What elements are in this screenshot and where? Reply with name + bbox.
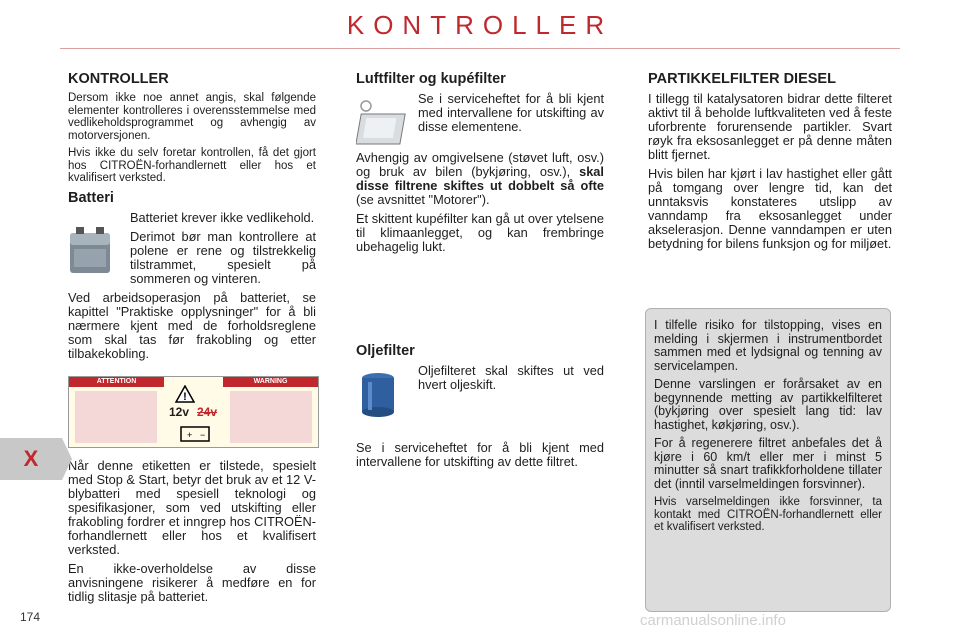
section-title-partikkelfilter: PARTIKKELFILTER DIESEL [648,71,836,87]
svg-text:−: − [200,430,206,440]
section-title-oljefilter: Oljefilter [356,343,415,359]
batteri-text-2: Derimot bør man kontrollere at polene er rene og tilstrekkelig tilstrammet, spesielt på sommeren og vinteren. [130,228,316,286]
column-filters [356,72,604,259]
intro-text-1: Dersom ikke noe annet angis, skal følgende elementer kontrolleres i overensstemmelse med vedlikeholdsprogrammet og avhengig av motorversjonen. [68,92,316,142]
watermark: carmanualsonline.info [640,612,786,629]
batteri-text-5: En ikke-overholdelse av disse anvisningene risikerer å medføre en for tidlig slitasje på batteriet. [68,561,316,604]
section-title-luftfilter: Luftfilter og kupéfilter [356,71,506,87]
battery-polarity-icon [173,423,217,443]
svg-text:+: + [187,430,193,440]
attention-banner: ATTENTION [69,377,164,387]
info-box [645,308,891,612]
section-title-kontroller: KONTROLLER [68,71,169,87]
luftfilter-text-2 [356,151,604,207]
column-kontroller [68,72,316,366]
air-filter-image [356,92,412,151]
page-number: 174 [20,610,41,624]
info-box-text-2: Denne varslingen er forårsaket av en begynnende metting av partikkelfilteret (bykjøring over spesielt lang tid: lav hastighet, køkjøring, osv.). [654,377,882,432]
warning-triangle-icon [175,385,195,403]
partikkelfilter-text-1: I tillegg til katalysatoren bidrar dette filteret aktivt til å beholde luftkvaliteten ved å feste uforbrente forurensende partikler. Svart røyk fra eksosanlegget er på denne måten blitt fjernet. [648,91,892,162]
oljefilter-text-2: Se i serviceheftet for å bli kjent med intervallene for utskifting av dette filtret. [356,440,604,469]
oil-filter-image [356,364,412,423]
batteri-text-3: Ved arbeidsoperasjon på batteriet, se kapittel "Praktiske opplysninger" for å bli nærmere kjent med de forholdsreglene som skal tas før frakobling og etter tilbakekobling. [68,289,316,361]
luftfilter-text-3: Et skittent kupéfilter kan gå ut over ytelsene til klimaanlegget, og kan frembringe ubehagelig lukt. [356,211,604,254]
battery-image [68,211,124,291]
oljefilter-text-1: Oljefilteret skal skiftes ut ved hvert oljeskift. [418,363,604,392]
batteri-text-1: Batteriet krever ikke vedlikehold. [130,209,315,225]
warning-banner: WARNING [223,377,318,387]
battery-warning-label [68,376,319,448]
info-box-text-1: I tilfelle risiko for tilstopping, vises en melding i skjermen i instrumentbordet sammen med et lydsignal og tenning av servicelampen. [654,318,882,373]
column-kontroller-bottom [68,459,316,609]
luftfilter-text-2c: (se avsnittet "Motorer"). [356,192,490,207]
label-text-fr [75,391,157,443]
luftfilter-text-1: Se i serviceheftet for å bli kjent med intervallene for utskifting av disse elementene. [418,91,604,134]
luftfilter-text-2b: skal disse filtrene skiftes ut dobbelt så ofte [356,164,604,193]
column-oljefilter [356,344,604,474]
header-divider [60,48,900,49]
luftfilter-text-2a: Avhengig av omgivelsene (støvet luft, osv.) og bruk av bilen (bykjøring, osv.), [356,150,604,179]
section-title-batteri: Batteri [68,189,114,206]
oljefilter-row [356,364,604,423]
info-box-text-3: For å regenerere filtret anbefales det å kjøre i 60 km/t eller mer i minst 5 minutter så snart trafikkforholdene tillater det (inntil varselmeldingen forsvinner). [654,436,882,491]
svg-text:!: ! [183,391,187,403]
luftfilter-row [356,92,604,151]
batteri-row [68,211,316,291]
page-title: KONTROLLER [346,10,614,40]
intro-text-2: Hvis ikke du selv foretar kontrollen, få det gjort hos CITROËN-forhandlernett eller hos et kvalifisert verksted. [68,147,316,184]
column-partikkelfilter [648,72,892,256]
info-box-text-4: Hvis varselmeldingen ikke forsvinner, ta kontakt med CITROËN-forhandlernett eller et kvalifisert verksted. [654,496,882,533]
chapter-tab: X [0,438,62,480]
label-24v: 24v [197,405,218,419]
batteri-text-4: Når denne etiketten er tilstede, spesielt med Stop & Start, betyr det bruk av et 12 V-blybatteri med spesiell teknologi og spesifikasjoner, som ved utskifting eller frakobling fordrer et inngrep hos CITROËN-forhandlernett eller hos et kvalifisert verksted. [68,458,316,557]
label-text-en [230,391,312,443]
label-12v: 12v [169,405,190,419]
partikkelfilter-text-2: Hvis bilen har kjørt i lav hastighet eller gått på tomgang over lengre tid, kan det unntaksvis konstateres utslipp av vanndamp fra eksosanlegget under akselerasjon. Denne vanndampen er uten betydning for bilens funksjon og for miljøet. [648,166,892,251]
